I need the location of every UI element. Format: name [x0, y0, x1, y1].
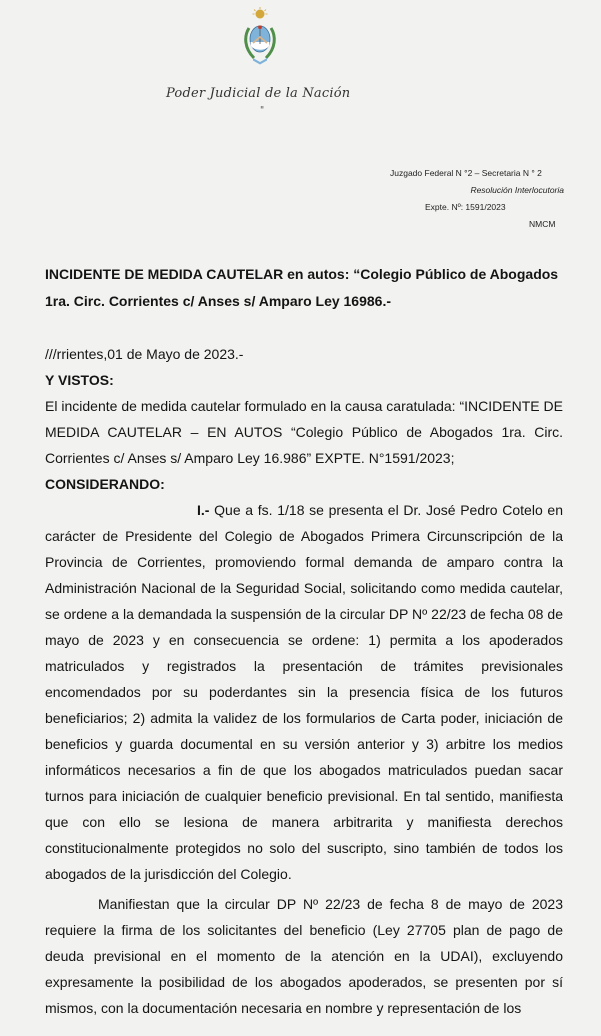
file-number: Expte. Nº: 1591/2023: [425, 202, 506, 212]
document-body: [45, 341, 563, 1021]
considerando-heading: CONSIDERANDO:: [45, 476, 165, 492]
vistos-heading: Y VISTOS:: [45, 372, 114, 388]
paragraph-1-text: Que a fs. 1/18 se presenta el Dr. José Pedro Cotelo en carácter de Presidente del Colegio de Abogados Primera Circunscripción de la Provincia de Corrientes, promoviendo formal demanda de amparo contra la Administración Nacional de la Seguridad Social, solicitando como medida cautelar, se ordene a la demandada la suspensión de la circular DP Nº 22/23 de fecha 08 de mayo de 2023 y en consecuencia se ordene: 1) permita a los apoderados matriculados y registrados la presentación de trámites previsionales encomendados por su poderdantes sin la presencia física de los futuros beneficiarios; 2) admita la validez de los formularios de Carta poder, iniciación de beneficios y guarda documental en su versión anterior y 3) arbitre los medios informáticos necesarios a fin de que los abogados matriculados puedan sacar turnos para iniciación de cualquier beneficio previsional. En tal sentido, manifiesta que con ello se lesiona de manera arbitrarita y manifiesta derechos constitucionalmente protegidos no solo del suscripto, sino también de todos los abogados de la jurisdicción del Colegio.: [45, 502, 563, 882]
vistos-paragraph: El incidente de medida cautelar formulado en la causa caratulada: “INCIDENTE DE MEDIDA CAUTELAR – EN AUTOS “Colegio Público de Abogados 1ra. Circ. Corrientes c/ Anses s/ Amparo Ley 16.986” EXPTE. N°1591/2023;: [45, 398, 563, 466]
court-name-script: Poder Judicial de la Nación: [166, 86, 351, 101]
considerando-paragraph-2: Manifiestan que la circular DP Nº 22/23 de fecha 8 de mayo de 2023 requiere la firma de los solicitantes del beneficio (Ley 27705 plan de pago de deuda previsional en el momento de la atención en la UDAI), excluyendo expresamente la posibilidad de los abogados apoderados, se presenten por sí mismos, con la documentación necesaria en nombre y representación de los: [45, 896, 563, 1016]
initials: NMCM: [529, 219, 556, 229]
considerando-paragraph-1: [45, 497, 563, 887]
paragraph-number-i: I.-: [197, 502, 210, 518]
date-line: ///rrientes,01 de Mayo de 2023.-: [45, 346, 244, 362]
court-secretariat-line: Juzgado Federal N °2 – Secretaria N ° 2: [390, 168, 542, 178]
court-name-mark: ": [260, 106, 265, 116]
resolution-type: Resolución Interlocutoria: [470, 185, 564, 195]
case-title: INCIDENTE DE MEDIDA CAUTELAR en autos: “Colegio Público de Abogados 1ra. Circ. Corrientes c/ Anses s/ Amparo Ley 16986.-: [45, 266, 559, 309]
argentina-coat-of-arms-icon: [240, 6, 280, 66]
